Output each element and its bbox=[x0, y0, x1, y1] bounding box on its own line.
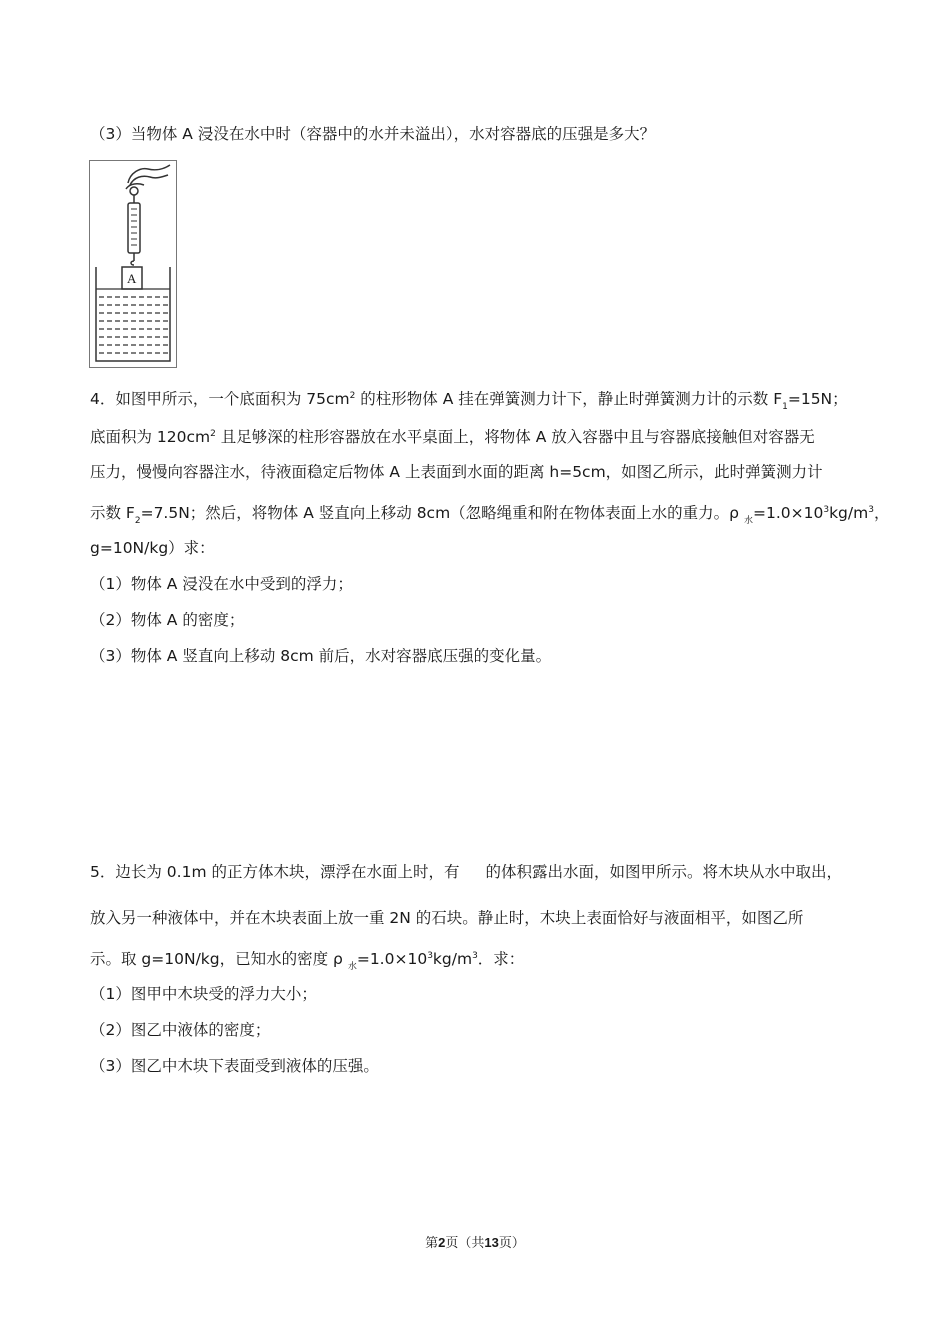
question-4-sub-1: （1）物体 A 浸没在水中受到的浮力； bbox=[90, 575, 353, 593]
spring-scale-diagram bbox=[90, 161, 176, 367]
question-4-sub-3: （3）物体 A 竖直向上移动 8cm 前后，水对容器底压强的变化量。 bbox=[90, 647, 552, 665]
object-a-label: A bbox=[127, 271, 137, 286]
question-3-previous: （3）当物体 A 浸没在水中时（容器中的水并未溢出），水对容器底的压强是多大？ bbox=[90, 125, 656, 143]
question-5-sub-1: （1）图甲中木块受的浮力大小； bbox=[90, 985, 317, 1003]
question-4-sub-2: （2）物体 A 的密度； bbox=[90, 611, 245, 629]
question-4-line-1: 4．如图甲所示，一个底面积为 $75cm^2$ 的柱形物体 A 挂在弹簧测力计下，静止时弹簧测力计的示数 $F_1=15N$； bbox=[90, 390, 848, 412]
question-5-sub-2: （2）图乙中液体的密度； bbox=[90, 1021, 271, 1039]
question-5-line-1: 5．边长为 0.1m 的正方体木块，漂浮在水面上时，有 的体积露出水面，如图甲所示。将木块从水中取出， bbox=[90, 863, 842, 881]
page-footer: 第2页（共13页） bbox=[425, 1235, 525, 1251]
spring-scale-figure bbox=[89, 160, 177, 368]
question-4-line-2: 底面积为 $120cm^2$ 且足够深的柱形容器放在水平桌面上，将物体 A 放入容器中且与容器底接触但对容器无 bbox=[90, 428, 815, 446]
question-4-line-3: 压力，慢慢向容器注水，待液面稳定后物体 A 上表面到水面的距离 h=5cm，如图乙所示，此时弹簧测力计 bbox=[90, 463, 823, 481]
question-5-line-3: 示。取 g=10N/kg，已知水的密度 ρ $_水=1.0\times 10^3kg/m^3$．求： bbox=[90, 950, 525, 972]
question-4-line-5: g=10N/kg）求： bbox=[90, 539, 215, 557]
question-5-line-2: 放入另一种液体中，并在木块表面上放一重 2N 的石块。静止时，木块上表面恰好与液面相平，如图乙所 bbox=[90, 909, 804, 927]
question-4-line-4: 示数 $F_2=7.5N$；然后，将物体 A 竖直向上移动 8cm（忽略绳重和附在物体表面上水的重力。ρ $_水=1.0\times 10^3kg/m^3$， bbox=[90, 504, 890, 526]
question-5-sub-3: （3）图乙中木块下表面受到液体的压强。 bbox=[90, 1057, 379, 1075]
